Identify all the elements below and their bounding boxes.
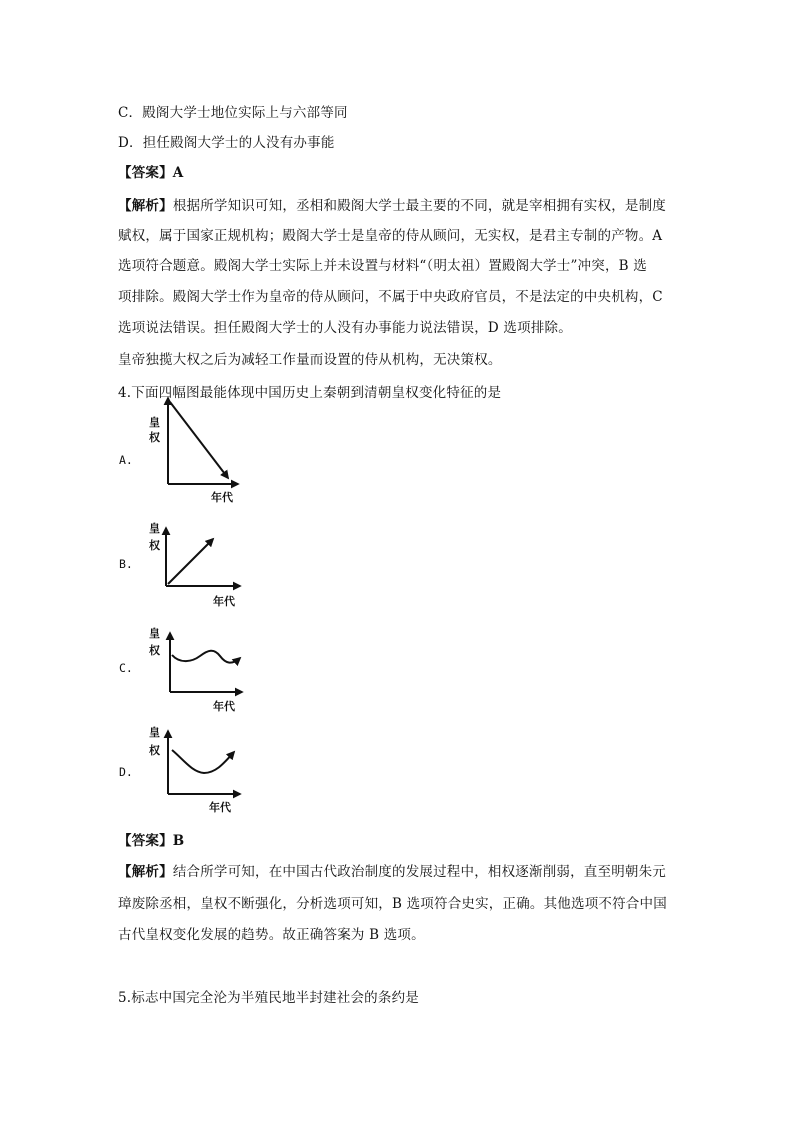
- q4-analysis-text: 结合所学可知，在中国古代政治制度的发展过程中，相权逐渐削弱，直至明朝朱元: [172, 864, 667, 880]
- graph-a-x-label: 年代: [211, 491, 233, 504]
- graph-c-y-label-1: 皇: [149, 627, 160, 640]
- graph-a-trend-line: [170, 402, 228, 478]
- analysis-line-2: 赋权，属于国家正规机构；殿阁大学士是皇帝的侍从顾问，无实权，是君主专制的产物。A: [118, 228, 663, 244]
- option-a-letter: A.: [119, 453, 133, 467]
- q4-analysis-line-1: [118, 862, 666, 882]
- analysis-head: 【解析】: [118, 198, 173, 214]
- graph-d: [149, 725, 240, 814]
- question-4-stem: 4.下面四幅图最能体现中国历史上秦朝到清朝皇权变化特征的是: [118, 385, 502, 401]
- q4-analysis-head: 【解析】: [118, 864, 173, 880]
- option-d: D．担任殿阁大学士的人没有办事能: [118, 135, 335, 151]
- option-b-letter: B.: [119, 557, 133, 571]
- graph-b: [149, 521, 240, 608]
- q4-analysis-line-3: 古代皇权变化发展的趋势。故正确答案为 B 选项。: [118, 927, 425, 943]
- answer-label: 【答案】A: [118, 165, 184, 181]
- graph-b-x-label: 年代: [213, 595, 235, 608]
- graph-b-trend-line: [168, 539, 213, 584]
- option-d-letter: D.: [119, 765, 133, 779]
- graph-d-trend-line: [172, 750, 234, 773]
- analysis-text: 根据所学知识可知，丞相和殿阁大学士最主要的不同，就是宰相拥有实权，是制度: [172, 198, 667, 214]
- graph-d-y-label-1: 皇: [149, 726, 160, 739]
- option-c-letter: C.: [119, 661, 133, 675]
- graph-a-y-label-1: 皇: [149, 416, 160, 429]
- analysis-line-5: 选项说法错误。担任殿阁大学士的人没有办事能力说法错误，D 选项排除。: [118, 320, 572, 336]
- graph-c-trend-line: [172, 651, 240, 663]
- graph-d-y-label-2: 权: [149, 744, 160, 757]
- analysis-line-6: 皇帝独揽大权之后为减轻工作量而设置的侍从机构，无决策权。: [118, 352, 502, 368]
- analysis-line-4: 项排除。殿阁大学士作为皇帝的侍从顾问，不属于中央政府官员，不是法定的中央机构，C: [118, 289, 663, 305]
- graph-a-y-label-2: 权: [149, 431, 160, 444]
- graph-c-y-label-2: 权: [149, 644, 160, 657]
- graph-c-x-label: 年代: [213, 700, 235, 713]
- option-c: C．殿阁大学士地位实际上与六部等同: [118, 105, 348, 121]
- graph-b-y-label-1: 皇: [149, 522, 160, 535]
- graph-b-y-label-2: 权: [149, 539, 160, 552]
- analysis-line-3: 选项符合题意。殿阁大学士实际上并未设置与材料“（明太祖）置殿阁大学士”冲突，B 选: [118, 258, 647, 274]
- q4-answer-label: 【答案】B: [118, 833, 185, 849]
- graph-c: [149, 626, 242, 713]
- question-5-stem: 5.标志中国完全沦为半殖民地半封建社会的条约是: [118, 990, 419, 1006]
- graph-d-x-label: 年代: [209, 801, 231, 814]
- q4-analysis-line-2: 璋废除丞相，皇权不断强化，分析选项可知，B 选项符合史实，正确。其他选项不符合中国: [118, 896, 667, 912]
- graph-a: [149, 398, 238, 504]
